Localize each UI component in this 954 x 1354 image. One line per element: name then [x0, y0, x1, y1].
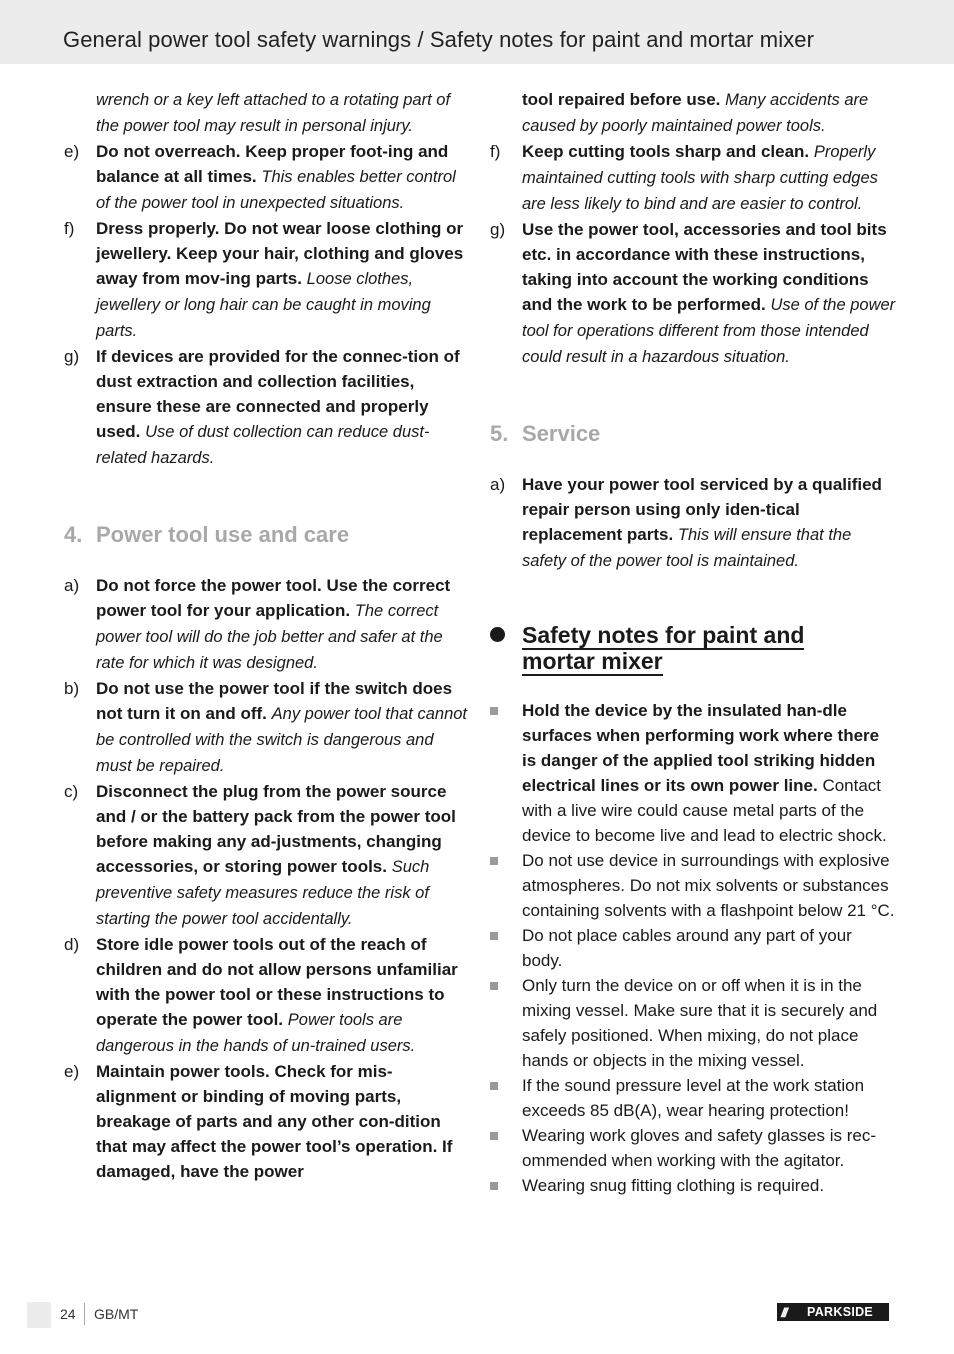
page-number: 24: [60, 1306, 76, 1322]
page-title: General power tool safety warnings / Safety notes for paint and mortar mixer: [63, 27, 815, 52]
item-italic: Use of dust collection can reduce dust-related hazards.: [96, 423, 430, 467]
list-item: [60, 676, 470, 779]
item-marker: b): [64, 679, 80, 698]
list-item: [486, 698, 896, 848]
square-bullet-icon: [486, 1173, 522, 1198]
item-bold: Do not force the power tool. Use the correct power tool for your application.: [96, 576, 451, 620]
item-italic: Such preventive safety measures reduce the risk of starting the power tool accidentally.: [96, 858, 430, 928]
item-italic: Any power tool that cannot be controlled with the switch is dangerous and must be repaired.: [96, 705, 468, 775]
item-marker: e): [64, 1062, 80, 1081]
language-code: GB/MT: [94, 1306, 139, 1322]
item-marker: a): [64, 576, 80, 595]
continuation-bold: tool repaired before use.: [522, 90, 721, 109]
item-bold: Do not use the power tool if the switch does not turn it on and off.: [96, 679, 453, 723]
item-text: Contact with a live wire could cause metal parts of the device to become live and lead to electric shock.: [522, 776, 887, 845]
list-item: [60, 216, 470, 344]
footer-box: [27, 1302, 51, 1328]
square-bullet-icon: [486, 973, 522, 1073]
square-bullet-icon: [486, 698, 522, 848]
section-heading: [486, 420, 896, 448]
list-item: [60, 1059, 470, 1184]
item-marker: c): [64, 782, 79, 801]
section-title: Service: [522, 421, 601, 446]
item-bold: Disconnect the plug from the power source and / or the battery pack from the power tool before making any ad-justments, changing accessories, or storing power tools.: [96, 782, 456, 876]
section-title: Power tool use and care: [96, 522, 350, 547]
list-item: [60, 779, 470, 932]
list-item: [486, 87, 896, 139]
list-item: [60, 932, 470, 1059]
continuation-italic: Many accidents are caused by poorly maintained power tools.: [522, 91, 869, 135]
item-marker: d): [64, 935, 80, 954]
item-italic: Properly maintained cutting tools with sharp cutting edges are less likely to bind and are easier to control.: [522, 143, 878, 213]
list-item: [60, 139, 470, 216]
item-marker: g): [64, 347, 80, 366]
item-text: Wearing snug fitting clothing is required.: [522, 1176, 825, 1195]
list-item: [60, 344, 470, 471]
item-bold: Have your power tool serviced by a qualified repair person using only iden-tical replacement parts.: [522, 475, 882, 544]
list-item: [486, 1073, 896, 1123]
square-bullet-icon: [486, 1073, 522, 1123]
item-text: Do not use device in surroundings with explosive atmospheres. Do not mix solvents or substances containing solvents with a flashpoint below 21 °C.: [522, 851, 895, 920]
item-bold: Maintain power tools. Check for mis-alignment or binding of moving parts, breakage of parts and any other con-dition that may affect the power tool’s operation. If damaged, have the power: [96, 1062, 453, 1181]
logo-slashes: ///: [781, 1304, 786, 1320]
item-text: Only turn the device on or off when it is in the mixing vessel. Make sure that it is securely and safely positioned. When mixing, do not place hands or objects in the mixing vessel.: [522, 976, 878, 1070]
list-item: [486, 923, 896, 973]
item-marker: f): [490, 142, 501, 161]
bullet-dot-icon: [486, 622, 522, 642]
item-italic: This enables better control of the power tool in unexpected situations.: [96, 168, 456, 212]
item-bold: Dress properly. Do not wear loose clothing or jewellery. Keep your hair, clothing and gloves away from mov-ing parts.: [96, 219, 464, 288]
item-italic: Loose clothes, jewellery or long hair can be caught in moving parts.: [96, 270, 431, 340]
footer-divider: [84, 1303, 85, 1325]
list-item: [486, 139, 896, 217]
safety-heading: [486, 622, 896, 674]
item-bold: Use the power tool, accessories and tool bits etc. in accordance with these instructions, taking into account the working conditions and the work to be performed.: [522, 220, 887, 314]
right-column: [486, 87, 896, 1198]
item-text: Do not place cables around any part of your body.: [522, 926, 852, 970]
item-bold: Keep cutting tools sharp and clean.: [522, 142, 810, 161]
section-number: 5.: [490, 421, 509, 446]
item-bold: Hold the device by the insulated han-dle surfaces when performing work where there is danger of the applied tool striking hidden electrical lines or its own power line.: [522, 701, 880, 795]
list-item: [486, 1173, 896, 1198]
list-item: [60, 87, 470, 139]
parkside-logo: [777, 1303, 889, 1321]
item-text: If the sound pressure level at the work station exceeds 85 dB(A), wear hearing protection!: [522, 1076, 865, 1120]
section-heading: [60, 521, 470, 549]
list-item: [486, 1123, 896, 1173]
item-bold: If devices are provided for the connec-tion of dust extraction and collection facilities, ensure these are connected and properly used.: [96, 347, 460, 441]
item-marker: e): [64, 142, 80, 161]
list-item: [486, 848, 896, 923]
item-marker: a): [490, 475, 506, 494]
list-item: [486, 472, 896, 574]
list-item: [486, 217, 896, 370]
item-marker: f): [64, 219, 75, 238]
item-bold: Store idle power tools out of the reach of children and do not allow persons unfamiliar with the power tool or these instructions to operate the power tool.: [96, 935, 458, 1029]
left-column: [60, 87, 470, 1184]
item-italic: Power tools are dangerous in the hands of un-trained users.: [96, 1011, 416, 1055]
item-bold: Do not overreach. Keep proper foot-ing and balance at all times.: [96, 142, 449, 186]
item-italic: Use of the power tool for operations different from those intended could result in a hazardous situation.: [522, 296, 896, 366]
item-text: Wearing work gloves and safety glasses is rec-ommended when working with the agitator.: [522, 1126, 877, 1170]
list-item: [486, 973, 896, 1073]
square-bullet-icon: [486, 923, 522, 973]
item-italic: The correct power tool will do the job better and safer at the rate for which it was designed.: [96, 602, 443, 672]
square-bullet-icon: [486, 848, 522, 923]
safety-title-line1: Safety notes for paint and: [522, 622, 805, 648]
list-item: [60, 573, 470, 676]
logo-brand: PARKSIDE: [807, 1305, 874, 1319]
item-italic: This will ensure that the safety of the power tool is maintained.: [522, 526, 852, 570]
section-number: 4.: [64, 522, 83, 547]
safety-title-line2: mortar mixer: [522, 648, 663, 674]
continuation-text: wrench or a key left attached to a rotating part of the power tool may result in personal injury.: [96, 91, 451, 135]
square-bullet-icon: [486, 1123, 522, 1173]
item-marker: g): [490, 220, 506, 239]
